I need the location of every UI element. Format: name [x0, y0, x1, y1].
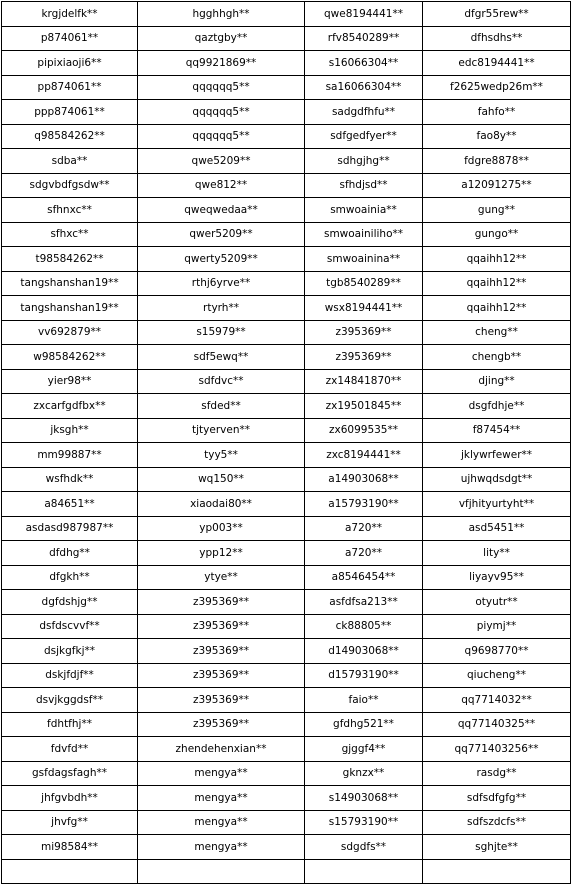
table-cell: tangshanshan19** [2, 271, 138, 296]
table-cell: f87454** [423, 418, 571, 443]
table-cell: fao8y** [423, 124, 571, 149]
table-cell: dgfdshjg** [2, 590, 138, 615]
table-cell: z395369** [138, 663, 305, 688]
table-cell: a720** [305, 541, 423, 566]
table-cell: dsjkgfkj** [2, 639, 138, 664]
table-cell: sfded** [138, 394, 305, 419]
table-cell: dsvjkggdsf** [2, 688, 138, 713]
table-cell: yp003** [138, 516, 305, 541]
table-cell: cheng** [423, 320, 571, 345]
table-cell: q9698770** [423, 639, 571, 664]
table-cell: t98584262** [2, 247, 138, 272]
table-cell: z395369** [138, 639, 305, 664]
table-cell: asd5451** [423, 516, 571, 541]
table-cell: rfv8540289** [305, 26, 423, 51]
table-cell [423, 859, 571, 884]
table-row [2, 516, 571, 541]
table-cell: jksgh** [2, 418, 138, 443]
table-cell: dfgr55rew** [423, 2, 571, 27]
table-cell: f2625wedp26m** [423, 75, 571, 100]
table-cell: s16066304** [305, 51, 423, 76]
table-row [2, 737, 571, 762]
table-cell: mm99887** [2, 443, 138, 468]
table-cell: a12091275** [423, 173, 571, 198]
table-row [2, 614, 571, 639]
table-cell: ypp12** [138, 541, 305, 566]
table-cell: a14903068** [305, 467, 423, 492]
table-cell: z395369** [138, 712, 305, 737]
table-cell: wq150** [138, 467, 305, 492]
table-cell: sfhnxc** [2, 198, 138, 223]
table-cell: ytye** [138, 565, 305, 590]
table-cell: sa16066304** [305, 75, 423, 100]
table-row [2, 394, 571, 419]
table-cell: qq77140325** [423, 712, 571, 737]
table-cell: tangshanshan19** [2, 296, 138, 321]
table-cell: qwe5209** [138, 149, 305, 174]
table-cell: piymj** [423, 614, 571, 639]
table-body [2, 2, 571, 884]
table-cell: w98584262** [2, 345, 138, 370]
table-cell: sdf5ewq** [138, 345, 305, 370]
table-row [2, 835, 571, 860]
table-cell: mengya** [138, 810, 305, 835]
table-row [2, 222, 571, 247]
table-row [2, 2, 571, 27]
table-cell [305, 859, 423, 884]
table-cell: xiaodai80** [138, 492, 305, 517]
table-cell: pipixiaoji6** [2, 51, 138, 76]
table-cell: yier98** [2, 369, 138, 394]
table-cell: jhfgvbdh** [2, 786, 138, 811]
table-cell: zx6099535** [305, 418, 423, 443]
table-cell: a84651** [2, 492, 138, 517]
table-cell: sfhdjsd** [305, 173, 423, 198]
table-cell: gungo** [423, 222, 571, 247]
table-cell: zx19501845** [305, 394, 423, 419]
table-cell: edc8194441** [423, 51, 571, 76]
table-row [2, 859, 571, 884]
table-row [2, 296, 571, 321]
table-row [2, 590, 571, 615]
table-row [2, 810, 571, 835]
table-cell: wsx8194441** [305, 296, 423, 321]
table-row [2, 786, 571, 811]
table-cell: sfhxc** [2, 222, 138, 247]
table-cell: rtyrh** [138, 296, 305, 321]
table-cell: asfdfsa213** [305, 590, 423, 615]
table-cell: sdfszdcfs** [423, 810, 571, 835]
table-row [2, 639, 571, 664]
document-table-container [1, 1, 571, 884]
table-cell: otyutr** [423, 590, 571, 615]
table-cell: fdvfd** [2, 737, 138, 762]
table-cell: qqaihh12** [423, 247, 571, 272]
table-cell: pp874061** [2, 75, 138, 100]
table-row [2, 173, 571, 198]
table-row [2, 492, 571, 517]
table-cell: sghjte** [423, 835, 571, 860]
table-cell: asdasd987987** [2, 516, 138, 541]
table-cell: zx14841870** [305, 369, 423, 394]
table-row [2, 443, 571, 468]
table-row [2, 761, 571, 786]
table-cell: qq7714032** [423, 688, 571, 713]
table-cell: dsfdscvvf** [2, 614, 138, 639]
table-cell: jhvfg** [2, 810, 138, 835]
table-cell: dsgfdhje** [423, 394, 571, 419]
table-cell: fdgre8878** [423, 149, 571, 174]
table-row [2, 247, 571, 272]
table-row [2, 149, 571, 174]
table-cell: djing** [423, 369, 571, 394]
table-cell: ujhwqdsdgt** [423, 467, 571, 492]
table-row [2, 541, 571, 566]
table-row [2, 320, 571, 345]
table-cell: z395369** [138, 688, 305, 713]
table-cell: mengya** [138, 761, 305, 786]
table-cell: chengb** [423, 345, 571, 370]
table-cell: gknzx** [305, 761, 423, 786]
table-cell: a720** [305, 516, 423, 541]
table-cell [138, 859, 305, 884]
table-cell: ck88805** [305, 614, 423, 639]
table-cell: q98584262** [2, 124, 138, 149]
table-cell: vv692879** [2, 320, 138, 345]
table-row [2, 688, 571, 713]
table-cell: zhendehenxian** [138, 737, 305, 762]
table-cell: qwe8194441** [305, 2, 423, 27]
credentials-table [1, 1, 571, 884]
table-cell: d14903068** [305, 639, 423, 664]
table-cell: fahfo** [423, 100, 571, 125]
table-cell: z395369** [305, 345, 423, 370]
table-cell: qweqwedaa** [138, 198, 305, 223]
table-cell: jklywrfewer** [423, 443, 571, 468]
table-cell: mi98584** [2, 835, 138, 860]
table-cell: vfjhityurtyht** [423, 492, 571, 517]
table-cell: gfdhg521** [305, 712, 423, 737]
table-cell: tgb8540289** [305, 271, 423, 296]
table-cell: sadgdfhfu** [305, 100, 423, 125]
table-cell: faio** [305, 688, 423, 713]
table-cell: sdhgjhg** [305, 149, 423, 174]
table-row [2, 75, 571, 100]
table-cell: qiucheng** [423, 663, 571, 688]
table-cell: sdba** [2, 149, 138, 174]
table-cell: qwe812** [138, 173, 305, 198]
table-cell: gung** [423, 198, 571, 223]
table-cell: dfdhg** [2, 541, 138, 566]
table-cell: tjtyerven** [138, 418, 305, 443]
table-row [2, 271, 571, 296]
table-cell: gsfdagsfagh** [2, 761, 138, 786]
table-cell: z395369** [138, 614, 305, 639]
table-row [2, 51, 571, 76]
table-row [2, 26, 571, 51]
table-cell: qqqqqq5** [138, 75, 305, 100]
table-cell: hgghhgh** [138, 2, 305, 27]
table-cell: ppp874061** [2, 100, 138, 125]
table-cell: dfgkh** [2, 565, 138, 590]
table-row [2, 345, 571, 370]
table-cell: qq9921869** [138, 51, 305, 76]
table-cell: sdfsdfgfg** [423, 786, 571, 811]
table-cell: lity** [423, 541, 571, 566]
table-cell: rthj6yrve** [138, 271, 305, 296]
table-row [2, 565, 571, 590]
table-cell: dfhsdhs** [423, 26, 571, 51]
table-row [2, 369, 571, 394]
table-cell: d15793190** [305, 663, 423, 688]
table-cell: sdfgedfyer** [305, 124, 423, 149]
table-cell: fdhtfhj** [2, 712, 138, 737]
table-cell: a8546454** [305, 565, 423, 590]
table-cell: wsfhdk** [2, 467, 138, 492]
table-cell: qwer5209** [138, 222, 305, 247]
table-cell: z395369** [305, 320, 423, 345]
table-cell: dskjfdjf** [2, 663, 138, 688]
table-cell: p874061** [2, 26, 138, 51]
table-cell: qqaihh12** [423, 271, 571, 296]
table-cell: sdgdfs** [305, 835, 423, 860]
table-cell: qq771403256** [423, 737, 571, 762]
table-row [2, 418, 571, 443]
table-cell: tyy5** [138, 443, 305, 468]
table-cell: mengya** [138, 835, 305, 860]
table-cell: krgjdelfk** [2, 2, 138, 27]
table-cell: sdgvbdfgsdw** [2, 173, 138, 198]
table-row [2, 467, 571, 492]
table-cell: mengya** [138, 786, 305, 811]
table-cell: qaztgby** [138, 26, 305, 51]
table-cell: gjggf4** [305, 737, 423, 762]
table-row [2, 712, 571, 737]
table-cell: qwerty5209** [138, 247, 305, 272]
table-row [2, 124, 571, 149]
table-row [2, 663, 571, 688]
table-cell: liyayv95** [423, 565, 571, 590]
table-cell: smwoainina** [305, 247, 423, 272]
table-cell: rasdg** [423, 761, 571, 786]
table-cell: s15793190** [305, 810, 423, 835]
table-cell [2, 859, 138, 884]
table-cell: s15979** [138, 320, 305, 345]
table-row [2, 100, 571, 125]
table-cell: z395369** [138, 590, 305, 615]
table-cell: qqqqqq5** [138, 124, 305, 149]
table-cell: qqaihh12** [423, 296, 571, 321]
table-row [2, 198, 571, 223]
table-cell: smwoainiliho** [305, 222, 423, 247]
table-cell: a15793190** [305, 492, 423, 517]
table-cell: smwoainia** [305, 198, 423, 223]
table-cell: sdfdvc** [138, 369, 305, 394]
table-cell: qqqqqq5** [138, 100, 305, 125]
table-cell: zxcarfgdfbx** [2, 394, 138, 419]
table-cell: s14903068** [305, 786, 423, 811]
table-cell: zxc8194441** [305, 443, 423, 468]
